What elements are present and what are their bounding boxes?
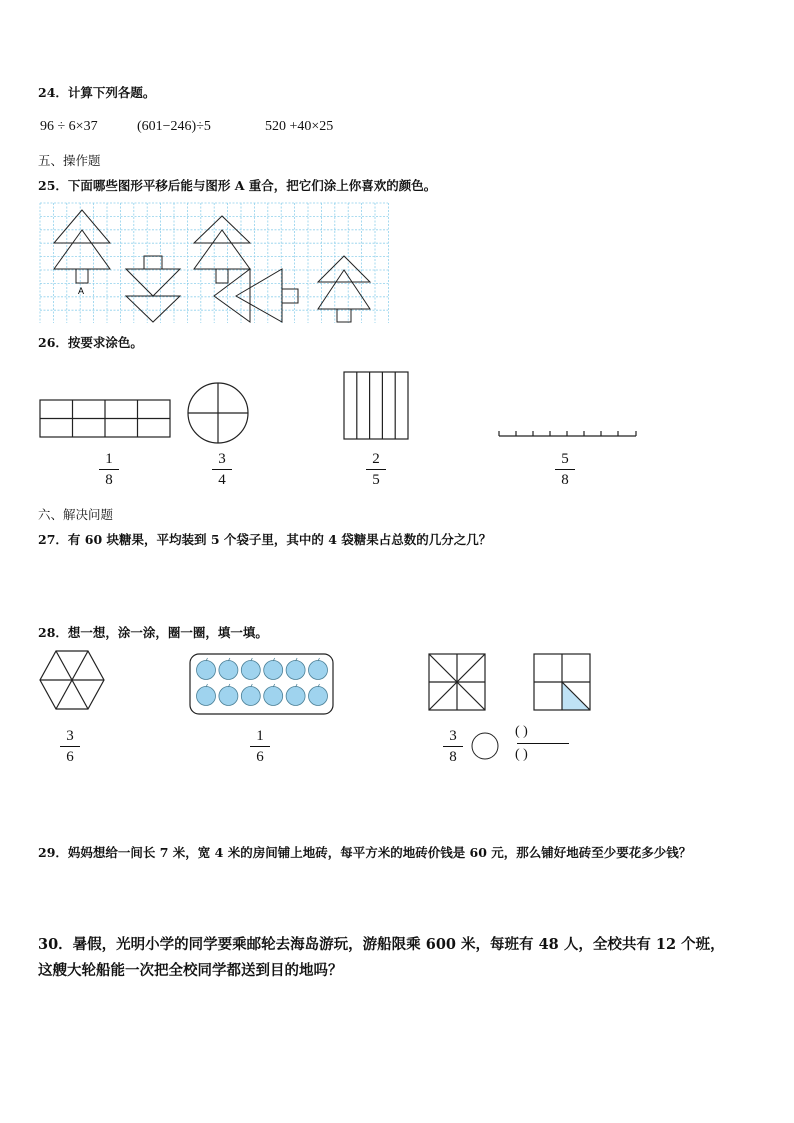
apple-icon <box>197 687 216 706</box>
shape-left-tree[interactable] <box>214 269 298 322</box>
apple-icon <box>286 687 305 706</box>
q28-fraction-2: 1 6 <box>245 727 275 766</box>
rectangle-8-parts[interactable] <box>40 400 170 437</box>
blank-fraction-numerator[interactable]: ( ) <box>515 724 528 739</box>
q27-prompt: 27．有 60 块糖果，平均装到 5 个袋子里，其中的 4 袋糖果占总数的几分之几？ <box>38 532 492 547</box>
apple-icon <box>264 687 283 706</box>
q24-expression-1: 96 ÷ 6×37 <box>40 119 98 134</box>
q25-grid-figure <box>0 0 794 340</box>
q24-prompt: 24．计算下列各题。 <box>38 85 156 100</box>
circle-4-parts[interactable] <box>188 383 248 443</box>
apple-icon <box>197 661 216 680</box>
q28-fraction-3: 3 8 <box>438 727 468 766</box>
hexagon-6-parts[interactable] <box>40 651 104 709</box>
q28-prompt: 28．想一想，涂一涂，圈一圈，填一填。 <box>38 625 268 640</box>
shape-a-tree[interactable] <box>54 210 110 283</box>
blank-fraction-bar <box>517 743 569 744</box>
rectangle-5-strips[interactable] <box>344 372 408 439</box>
shape-a-label: A <box>78 286 85 296</box>
q24-expression-3: 520 +40×25 <box>265 119 334 134</box>
q26-fraction-2: 3 4 <box>207 450 237 489</box>
apples-group[interactable] <box>197 658 328 706</box>
compare-circle[interactable] <box>470 731 502 763</box>
shape-tree-3[interactable] <box>318 256 370 322</box>
section-6-heading: 六、解决问题 <box>38 507 114 522</box>
apple-icon <box>264 661 283 680</box>
q24-expression-2: (601−246)÷5 <box>137 119 211 134</box>
q26-fraction-3: 2 5 <box>361 450 391 489</box>
shape-tree-2[interactable] <box>194 216 250 283</box>
q26-fraction-4: 5 8 <box>550 450 580 489</box>
apple-icon <box>309 687 328 706</box>
apple-icon <box>219 687 238 706</box>
segment-8-parts[interactable] <box>499 431 636 436</box>
grid-lines <box>40 203 388 323</box>
q30-prompt <box>38 932 768 984</box>
section-5-heading: 五、操作题 <box>38 153 101 168</box>
q26-figures <box>0 360 794 460</box>
apple-icon <box>241 661 260 680</box>
apple-icon <box>219 661 238 680</box>
q26-prompt: 26．按要求涂色。 <box>38 335 143 350</box>
q29-prompt: 29．妈妈想给一间长 7 米，宽 4 米的房间铺上地砖，每平方米的地砖价钱是 60 元，那么铺好地砖至少要花多少钱？ <box>38 845 692 860</box>
blank-fraction-denominator[interactable]: ( ) <box>515 747 528 762</box>
square-8-parts[interactable] <box>429 654 485 710</box>
q28-fraction-1: 3 6 <box>55 727 85 766</box>
apple-icon <box>309 661 328 680</box>
q25-prompt: 25．下面哪些图形平移后能与图形 A 重合，把它们涂上你喜欢的颜色。 <box>38 178 437 193</box>
q26-fraction-1: 1 8 <box>94 450 124 489</box>
apple-icon <box>241 687 260 706</box>
square-grid-shaded[interactable] <box>534 654 590 710</box>
q30-line-2: 这艘大轮船能一次把全校同学都送到目的地吗？ <box>38 962 343 979</box>
q30-line-1: 30．暑假，光明小学的同学要乘邮轮去海岛游玩，游船限乘 600 米，每班有 48 人，全校共有 12 个班， <box>38 936 725 953</box>
q28-figures <box>0 640 794 730</box>
apple-icon <box>286 661 305 680</box>
